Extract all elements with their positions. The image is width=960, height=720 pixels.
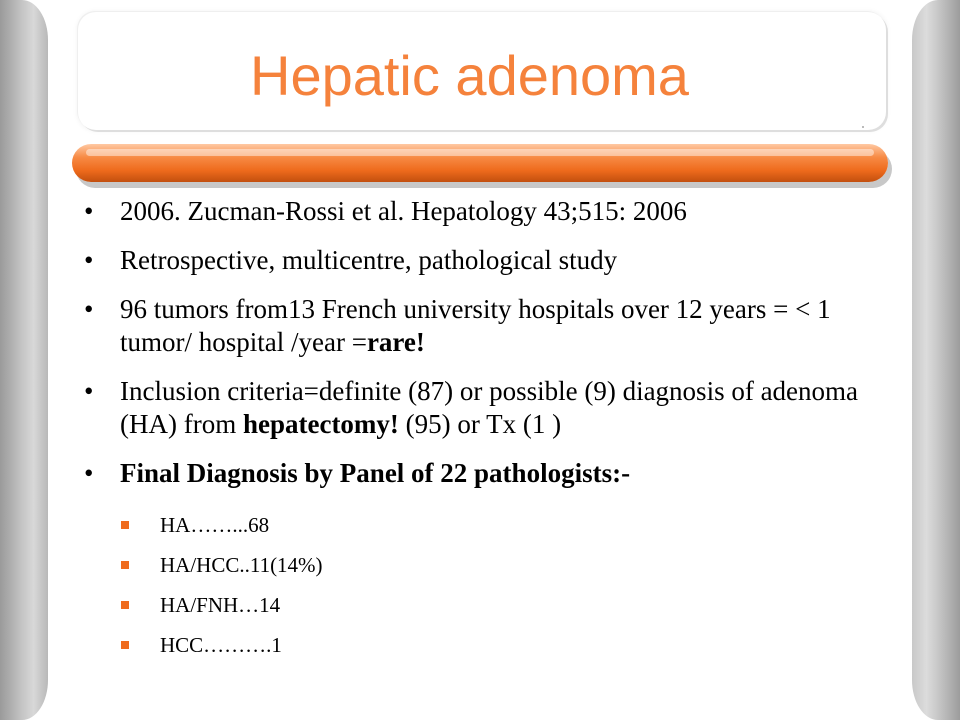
sub-bullet-item bbox=[80, 512, 880, 538]
sub-bullet-text: HA/HCC..11(14%) bbox=[160, 553, 323, 577]
bullet-item bbox=[80, 375, 880, 441]
bullet-item bbox=[80, 457, 880, 490]
bullet-item bbox=[80, 244, 880, 277]
sub-bullet-text: HA……...68 bbox=[160, 513, 270, 537]
bullet-text: 2006. Zucman-Rossi et al. Hepatology 43;515: 2006 bbox=[120, 196, 687, 226]
bullet-text: Retrospective, multicentre, pathological study bbox=[120, 245, 618, 275]
bullet-item bbox=[80, 195, 880, 228]
square-bullet-icon bbox=[121, 641, 129, 649]
bullet-dot: • bbox=[84, 245, 94, 275]
square-bullet-icon bbox=[121, 521, 129, 529]
sub-bullet-text: HA/FNH…14 bbox=[160, 593, 281, 617]
sub-bullet-text: HCC……….1 bbox=[160, 633, 282, 657]
bullet-text-bold: Final Diagnosis by Panel of 22 pathologists:- bbox=[120, 458, 631, 488]
sub-bullet-item bbox=[80, 632, 880, 658]
sub-bullet-item bbox=[80, 592, 880, 618]
bullet-text: 96 tumors from13 French university hospitals over 12 years = < 1 tumor/ hospital /year = bbox=[120, 294, 831, 357]
bullet-text-bold: rare! bbox=[366, 327, 425, 357]
bullet-text-bold: hepatectomy! bbox=[242, 409, 399, 439]
bullet-dot: • bbox=[84, 376, 94, 406]
decor-dot bbox=[862, 126, 864, 128]
bullet-text: (95) or Tx (1 ) bbox=[398, 409, 562, 439]
slide-content bbox=[80, 195, 880, 672]
left-decor-bar bbox=[0, 0, 48, 720]
sub-bullet-item bbox=[80, 552, 880, 578]
right-decor-bar bbox=[912, 0, 960, 720]
bullet-dot: • bbox=[84, 196, 94, 226]
square-bullet-icon bbox=[121, 601, 129, 609]
square-bullet-icon bbox=[121, 561, 129, 569]
bullet-text: Inclusion criteria=definite (87) or possible (9) diagnosis of adenoma (HA) from bbox=[120, 376, 859, 439]
bullet-dot: • bbox=[84, 458, 94, 488]
bullet-dot: • bbox=[84, 294, 94, 324]
bullet-item bbox=[80, 293, 880, 359]
title-divider-bar bbox=[72, 144, 888, 182]
slide-title: Hepatic adenoma bbox=[250, 44, 689, 107]
